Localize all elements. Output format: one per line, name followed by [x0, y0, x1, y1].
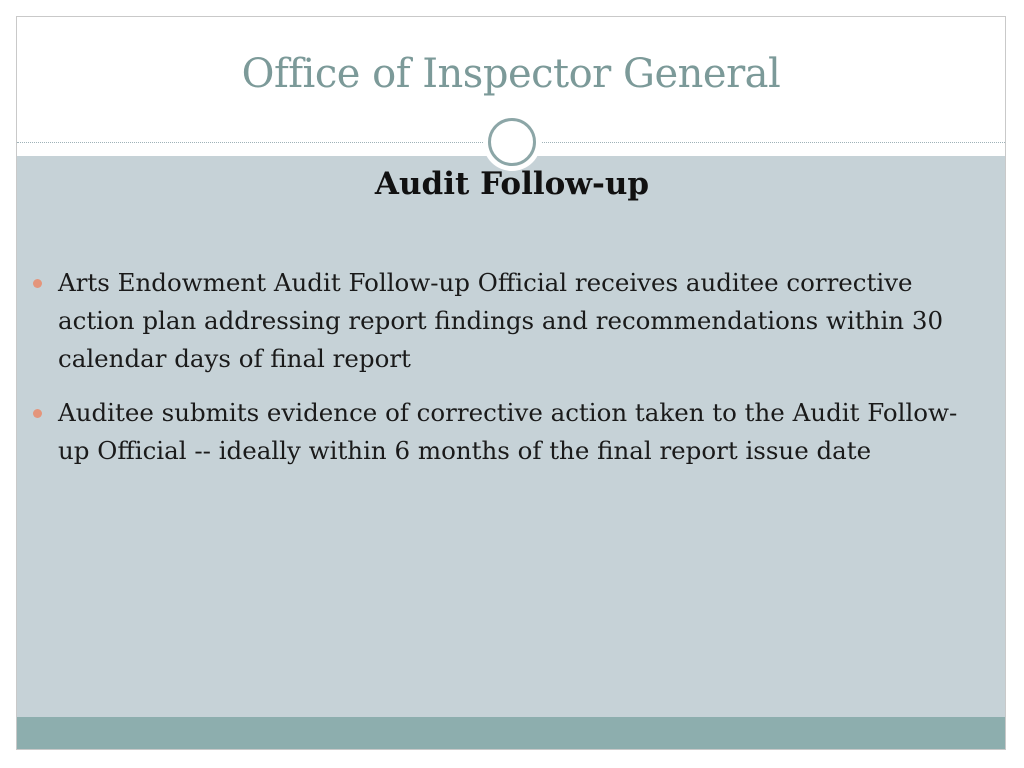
ornament-ring [488, 118, 536, 166]
bullet-list [58, 264, 958, 486]
footer-band [17, 717, 1005, 750]
bullet-text: Arts Endowment Audit Follow-up Official receives auditee corrective action plan addressing report findings and recommendations within 30 calendar days of final report [58, 268, 944, 373]
bullet-item [58, 394, 958, 470]
circle-ring-icon [483, 113, 541, 171]
slide-title: Office of Inspector General [241, 51, 781, 97]
bullet-text: Auditee submits evidence of corrective action taken to the Audit Follow-up Official -- ideally within 6 months of the final report issue date [58, 398, 958, 465]
bullet-dot-icon [33, 409, 42, 418]
bullet-item [58, 264, 958, 378]
slide-subtitle: Audit Follow-up [374, 166, 650, 202]
bullet-dot-icon [33, 279, 42, 288]
